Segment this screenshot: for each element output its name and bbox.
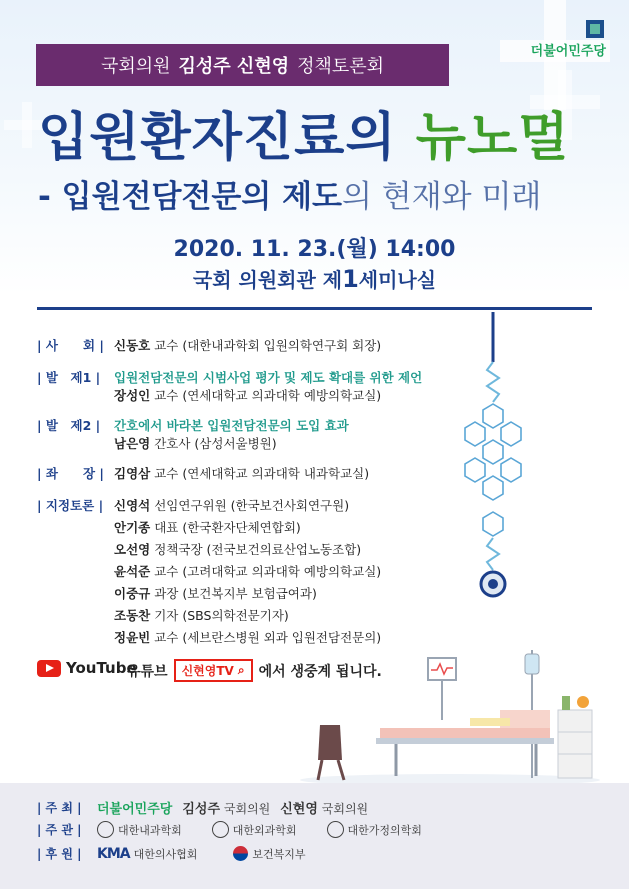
program-label: | 좌 장 | (37, 466, 104, 481)
panelist: 신영석 선임연구위원 (한국보건사회연구원) (114, 498, 350, 513)
divider (37, 307, 592, 310)
program-label: | 지정토론 | (37, 498, 104, 513)
subtitle-light: 의 현재와 미래 (341, 179, 542, 215)
venue-suffix: 세미나실 (358, 268, 437, 292)
program-person: 장성인 교수 (연세대학교 의과대학 예방의학교실) (114, 388, 382, 403)
program-label: | 사 회 | (37, 338, 104, 353)
hospital-room-illustration (300, 640, 600, 785)
subtitle-dash: - (38, 179, 62, 215)
panelist: 안기종 대표 (한국환자단체연합회) (114, 520, 301, 535)
panelist: 이중규 과장 (보건복지부 보험급여과) (114, 586, 317, 601)
banner-suffix: 정책토론회 (297, 56, 385, 77)
host-member: 신현영 국회의원 (280, 802, 369, 817)
channel-name: 신현영TV (181, 664, 234, 678)
organizer-item: 대한가정의학회 (327, 821, 422, 838)
stream-prefix: 유튜브 (127, 663, 168, 680)
banner-names: 김성주 신현영 (178, 56, 290, 77)
seal-icon (97, 821, 114, 838)
title-accent: 뉴노멀 (415, 108, 570, 168)
panelist: 윤석준 교수 (고려대학교 의과대학 예방의학교실) (114, 564, 382, 579)
title-main: 입원환자진료의 (38, 108, 397, 168)
footer-host (37, 798, 368, 817)
footer-organizers (37, 821, 422, 838)
party-logo-icon (586, 20, 604, 38)
search-icon: ⌕ (237, 663, 245, 677)
program-person: 신동호 교수 (대한내과학회 입원의학연구회 회장) (114, 338, 382, 353)
seal-icon (212, 821, 229, 838)
program-person: 김영삼 교수 (연세대학교 의과대학 내과학교실) (114, 466, 370, 481)
venue-number: 1 (342, 265, 359, 293)
stethoscope-illustration (463, 312, 533, 602)
program-topic: 간호에서 바라본 입원전담전문의 도입 효과 (114, 418, 349, 433)
subtitle-bold: 입원전담전문의 제도 (61, 179, 342, 215)
page-title (38, 95, 569, 170)
panelist: 오선영 정책국장 (전국보건의료산업노동조합) (114, 542, 362, 557)
venue-prefix: 국회 의원회관 제 (192, 268, 343, 292)
party-logo (510, 20, 606, 68)
event-date: 2020. 11. 23.(월) 14:00 (173, 237, 456, 262)
youtube-wordmark: YouTube (66, 659, 137, 677)
host-label: | 주 최 | (37, 801, 82, 815)
youtube-play-icon (37, 660, 61, 677)
taegeuk-icon (233, 846, 248, 861)
footer-sponsors (37, 845, 306, 862)
party-logo-text: 더불어민주당 (530, 44, 606, 59)
program-label: | 발 제1 | (37, 370, 101, 385)
banner-prefix: 국회의원 (100, 56, 171, 77)
sponsor-item: 보건복지부 (233, 846, 305, 862)
page-subtitle (38, 171, 541, 216)
program-person: 남은영 간호사 (삼성서울병원) (114, 436, 277, 451)
footer (0, 783, 629, 889)
host-party: 더불어민주당 (97, 802, 173, 817)
program-topic: 입원전담전문의 시범사업 평가 및 제도 확대를 위한 제언 (114, 370, 423, 385)
program-label: | 발 제2 | (37, 418, 101, 433)
organizer-label: | 주 관 | (37, 823, 82, 837)
event-venue (0, 264, 629, 293)
host-member: 김성주 국회의원 (182, 802, 271, 817)
seal-icon (327, 821, 344, 838)
organizer-item: 대한외과학회 (212, 821, 297, 838)
panelist: 조동찬 기자 (SBS의학전문기자) (114, 608, 289, 623)
panelist: 정윤빈 교수 (세브란스병원 외과 입원전담전문의) (114, 630, 382, 645)
kma-logo: KMA (97, 845, 130, 862)
channel-search-box[interactable] (174, 659, 253, 682)
stream-suffix: 에서 생중계 됩니다. (258, 663, 382, 680)
organizer-item: 대한내과학회 (97, 821, 182, 838)
event-banner (36, 44, 449, 86)
sponsor-label: | 후 원 | (37, 847, 82, 861)
youtube-logo (37, 659, 137, 677)
sponsor-item: KMA 대한의사협회 (97, 845, 198, 862)
